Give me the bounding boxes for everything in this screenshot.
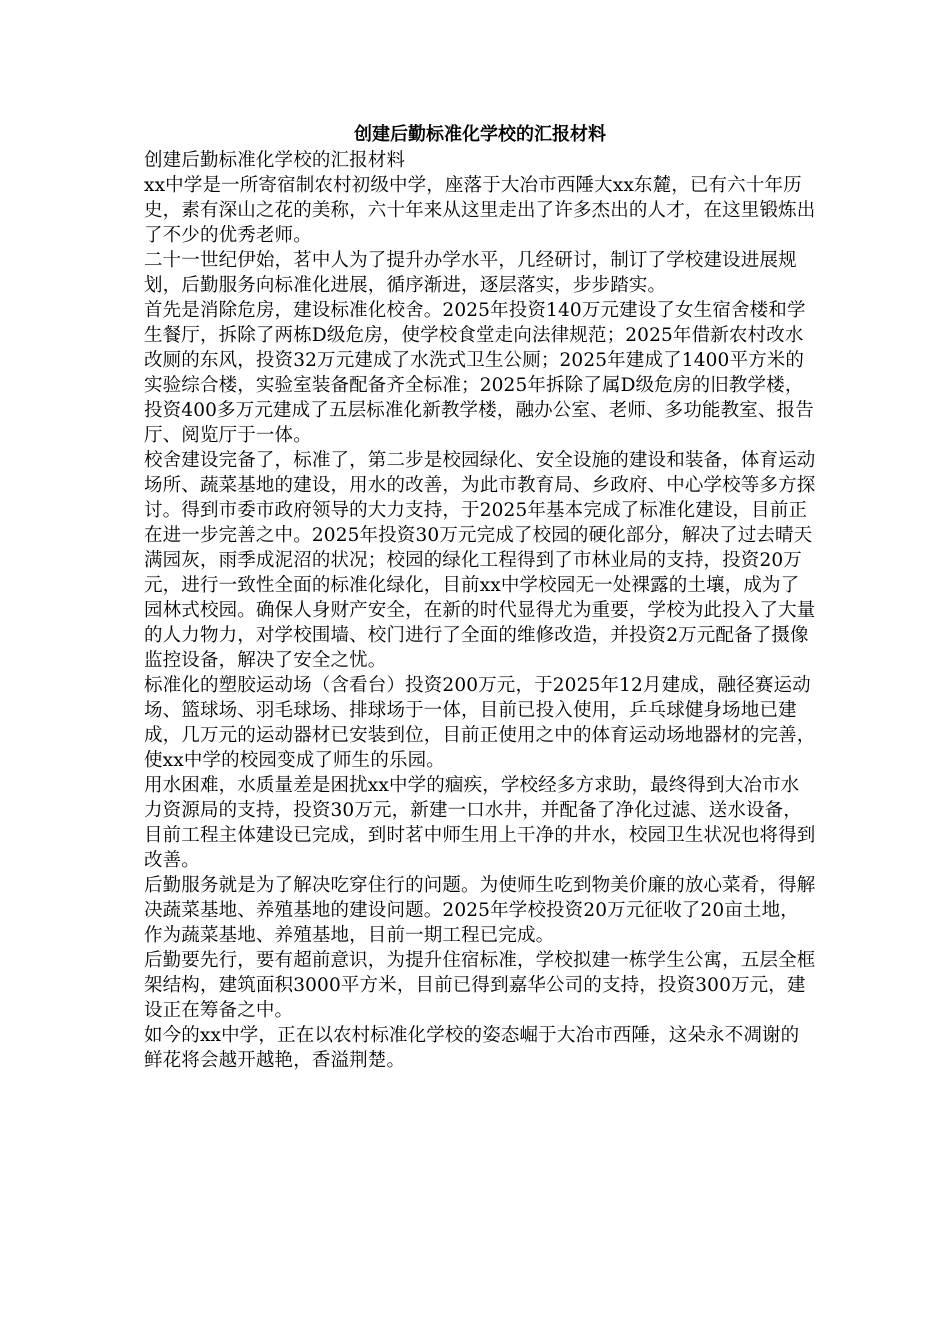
document-page <box>144 122 816 1073</box>
paragraph-water-supply: 用水困难，水质量差是困扰xx中学的痼疾，学校经多方求助，最终得到大冶市水力资源局的支持，投资30万元，新建一口水井，并配备了净化过滤、送水设备，目前工程主体建设已完成，到时茗中师生用上干净的井水，校园卫生状况也将得到改善。 <box>144 775 816 871</box>
paragraph-sports-field: 标准化的塑胶运动场（含看台）投资200万元，于2025年12月建成，融径赛运动场、篮球场、羽毛球场、排球场于一体，目前已投入使用，乒乓球健身场地已建成，几万元的运动器材已安装到位，目前正使用之中的体育运动场地器材的完善，使xx中学的校园变成了师生的乐园。 <box>144 675 816 771</box>
document-title: 创建后勤标准化学校的汇报材料 <box>354 124 606 145</box>
paragraph-dormitory-plan: 后勤要先行，要有超前意识，为提升住宿标准，学校拟建一栋学生公寓，五层全框架结构，建筑面积3000平方米，目前已得到嘉华公司的支持，投资300万元，建设正在筹备之中。 <box>144 950 816 1021</box>
paragraph-subtitle: 创建后勤标准化学校的汇报材料 <box>144 150 406 171</box>
paragraph-conclusion: 如今的xx中学，正在以农村标准化学校的姿态崛于大冶市西陲，这朵永不凋谢的鲜花将会越开越艳，香溢荆楚。 <box>144 1025 800 1071</box>
paragraph-development-plan: 二十一世纪伊始，茗中人为了提升办学水平，几经研讨，制订了学校建设进展规划，后勤服务向标准化进展，循序渐进，逐层落实，步步踏实。 <box>144 250 797 296</box>
paragraph-building-construction: 首先是消除危房，建设标准化校舍。2025年投资140万元建设了女生宿舍楼和学生餐厅，拆除了两栋D级危房，使学校食堂走向法律规范；2025年借新农村改水改厕的东风，投资32万元建成了水洗式卫生公厕；2025年建成了1400平方米的实验综合楼，实验室装备配备齐全标准；2025年拆除了属D级危房的旧教学楼，投资400多万元建成了五层标准化新教学楼，融办公室、老师、多功能教室、报告厅、阅览厅于一体。 <box>144 300 814 446</box>
paragraph-food-base: 后勤服务就是为了解决吃穿住行的问题。为使师生吃到物美价廉的放心菜肴，得解决蔬菜基地、养殖基地的建设问题。2025年学校投资20万元征收了20亩土地，作为蔬菜基地、养殖基地，目前一期工程已完成。 <box>144 875 816 946</box>
paragraph-school-intro: xx中学是一所寄宿制农村初级中学，座落于大冶市西陲大xx东麓，已有六十年历史，素有深山之花的美称，六十年来从这里走出了许多杰出的人才，在这里锻炼出了不少的优秀老师。 <box>144 175 816 246</box>
paragraph-campus-greening-safety: 校舍建设完备了，标准了，第二步是校园绿化、安全设施的建设和装备，体育运动场所、蔬菜基地的建设，用水的改善，为此市教育局、乡政府、中心学校等多方探讨。得到市委市政府领导的大力支持，于2025年基本完成了标准化建设，目前正在进一步完善之中。2025年投资30万元完成了校园的硬化部分，解决了过去晴天满园灰，雨季成泥沼的状况；校园的绿化工程得到了市林业局的支持，投资20万元，进行一致性全面的标准化绿化，目前xx中学校园无一处裸露的土壤，成为了园林式校园。确保人身财产安全，在新的时代显得尤为重要，学校为此投入了大量的人力物力，对学校围墙、校门进行了全面的维修改造，并投资2万元配备了摄像监控设备，解决了安全之忧。 <box>144 450 816 671</box>
